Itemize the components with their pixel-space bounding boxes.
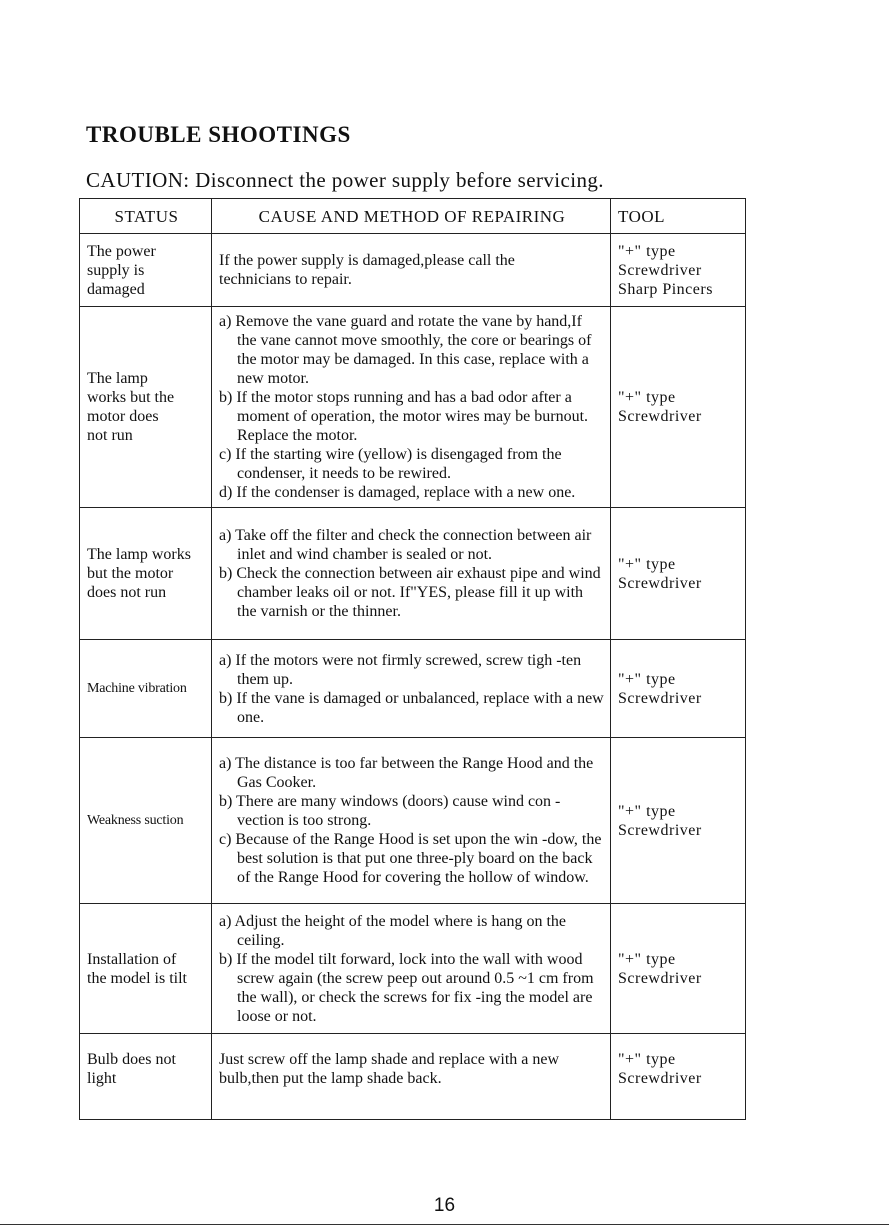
trouble-shooting-table bbox=[79, 198, 746, 1120]
cause-item: b) If the vane is damaged or unbalanced, replace with a new one. bbox=[219, 689, 604, 726]
cause-line: bulb,then put the lamp shade back. bbox=[219, 1070, 442, 1087]
status-cell: The lamp works but the motor does not run bbox=[80, 307, 212, 508]
status-cell: Machine vibration bbox=[80, 640, 212, 738]
cause-line: If the power supply is damaged,please call the bbox=[219, 252, 515, 269]
table-row bbox=[80, 508, 746, 640]
tool-cell: "+" type Screwdriver bbox=[611, 1034, 746, 1120]
cause-cell bbox=[212, 508, 611, 640]
cause-item: a) Remove the vane guard and rotate the vane by hand,If the vane cannot move smoothly, the core or bearings of the motor may be damaged. In this case, replace with a new motor. bbox=[219, 313, 592, 387]
caution-note: CAUTION: Disconnect the power supply before servicing. bbox=[86, 168, 604, 192]
table-row bbox=[80, 234, 746, 307]
cause-item: a) If the motors were not firmly screwed, screw tigh -ten them up. bbox=[219, 651, 582, 688]
cause-item: b) If the model tilt forward, lock into the wall with wood screw again (the screw peep out around 0.5 ~1 cm from the wall), or check the screws for fix -ing the model are loose or not. bbox=[219, 950, 594, 1025]
cause-item: a) Adjust the height of the model where is hang on the ceiling. bbox=[219, 912, 567, 949]
cause-item: b) Check the connection between air exhaust pipe and wind chamber leaks oil or not. If"YES, please fill it up with the varnish or the thinner. bbox=[219, 565, 601, 620]
cause-cell bbox=[212, 1034, 611, 1120]
tool-cell: "+" type Screwdriver bbox=[611, 640, 746, 738]
cause-line: technicians to repair. bbox=[219, 271, 352, 288]
status-cell: Installation of the model is tilt bbox=[80, 904, 212, 1034]
tool-cell: "+" type Screwdriver bbox=[611, 508, 746, 640]
cause-item: b) There are many windows (doors) cause wind con -vection is too strong. bbox=[219, 793, 561, 829]
tool-cell: "+" type Screwdriver bbox=[611, 307, 746, 508]
header-tool: TOOL bbox=[611, 199, 746, 234]
table-row bbox=[80, 738, 746, 904]
cause-item: a) The distance is too far between the Range Hood and the Gas Cooker. bbox=[219, 755, 594, 791]
cause-item: b) If the motor stops running and has a bad odor after a moment of operation, the motor wires may be burnout. Replace the motor. bbox=[219, 389, 589, 444]
table-row bbox=[80, 307, 746, 508]
cause-cell bbox=[212, 738, 611, 904]
table-row bbox=[80, 904, 746, 1034]
cause-cell bbox=[212, 234, 611, 307]
table-row bbox=[80, 1034, 746, 1120]
page-title: TROUBLE SHOOTINGS bbox=[86, 122, 351, 147]
page-number: 16 bbox=[433, 1195, 456, 1216]
status-cell: Bulb does not light bbox=[80, 1034, 212, 1120]
status-cell: Weakness suction bbox=[80, 738, 212, 904]
table-row bbox=[80, 640, 746, 738]
tool-cell: "+" type Screwdriver bbox=[611, 738, 746, 904]
tool-cell: "+" type Screwdriver bbox=[611, 904, 746, 1034]
status-cell: The power supply is damaged bbox=[80, 234, 212, 307]
cause-item: c) If the starting wire (yellow) is disengaged from the condenser, it needs to be rewired. bbox=[219, 446, 562, 482]
cause-line: Just screw off the lamp shade and replace with a new bbox=[219, 1051, 560, 1068]
cause-cell bbox=[212, 307, 611, 508]
cause-cell bbox=[212, 904, 611, 1034]
status-cell: The lamp works but the motor does not run bbox=[80, 508, 212, 640]
cause-cell bbox=[212, 640, 611, 738]
header-status: STATUS bbox=[80, 199, 212, 234]
cause-item: c) Because of the Range Hood is set upon the win -dow, the best solution is that put one three-ply board on the back of the Range Hood for covering the hollow of window. bbox=[219, 831, 602, 886]
header-cause: CAUSE AND METHOD OF REPAIRING bbox=[212, 199, 611, 234]
bottom-rule bbox=[0, 1224, 889, 1225]
header-row bbox=[80, 199, 746, 234]
cause-item: d) If the condenser is damaged, replace with a new one. bbox=[219, 484, 576, 501]
tool-cell: "+" type Screwdriver Sharp Pincers bbox=[611, 234, 746, 307]
cause-item: a) Take off the filter and check the connection between air inlet and wind chamber is sealed or not. bbox=[219, 527, 592, 563]
